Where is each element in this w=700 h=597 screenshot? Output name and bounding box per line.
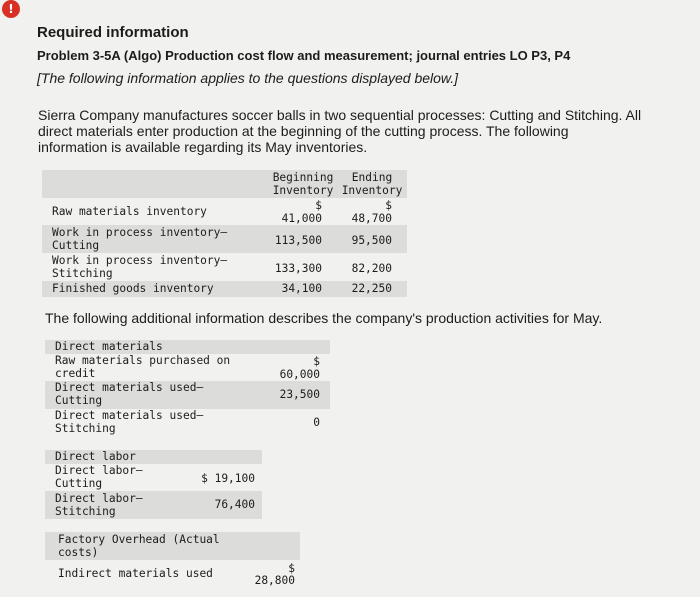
row-label: Direct labor–	[55, 492, 143, 505]
value: 76,400	[214, 498, 255, 511]
row-label-cont: credit	[55, 367, 96, 380]
ending-value: 22,250	[351, 282, 392, 295]
direct-materials-heading: Direct materials	[55, 340, 163, 353]
row-label-cont: Stitching	[52, 267, 113, 280]
intro-paragraph	[38, 107, 678, 155]
header	[37, 24, 677, 86]
direct-materials-currency: $	[313, 355, 320, 368]
row-label: Direct labor–	[55, 464, 143, 477]
beginning-value: 133,300	[274, 262, 322, 275]
alert-icon: !	[2, 0, 20, 18]
direct-labor-heading: Direct labor	[55, 450, 136, 463]
row-label-cont: Cutting	[55, 394, 103, 407]
row-label-cont: Stitching	[55, 422, 116, 435]
ending-value: 82,200	[351, 262, 392, 275]
row-label: Indirect materials used	[58, 567, 213, 580]
value: 28,800	[254, 574, 295, 587]
row-label: Direct materials used–	[55, 409, 204, 422]
ending-value: 48,700	[351, 212, 392, 225]
intro-line-1: Sierra Company manufactures soccer balls in two sequential processes: Cutting and Stitching. All	[38, 107, 642, 123]
row-label: Work in process inventory–	[52, 226, 228, 239]
row-label-cont: Cutting	[55, 477, 103, 490]
problem-note: [The following information applies to the questions displayed below.]	[37, 70, 459, 86]
row-label: Direct materials used–	[55, 381, 204, 394]
row-label-cont: Stitching	[55, 505, 116, 518]
ending-header-line2: Inventory	[341, 184, 403, 197]
value: 60,000	[279, 368, 320, 381]
value: 23,500	[279, 388, 320, 401]
row-label: Raw materials purchased on	[55, 354, 231, 367]
beginning-header-line1: Beginning	[272, 171, 334, 184]
value: $ 19,100	[201, 472, 255, 485]
beginning-header-line2: Inventory	[272, 184, 334, 197]
row-label-cont: Cutting	[52, 239, 100, 252]
row-label: Work in process inventory–	[52, 254, 228, 267]
overhead-heading-line1: Factory Overhead (Actual	[58, 533, 220, 546]
ending-header-line1: Ending	[351, 171, 393, 184]
intro-line-3: information is available regarding its May inventories.	[38, 139, 368, 155]
ending-currency: $	[385, 199, 392, 212]
problem-title: Problem 3-5A (Algo) Production cost flow and measurement; journal entries LO P3, P4	[37, 48, 571, 63]
additional-info-text: The following additional information describes the company's production activities for May.	[45, 310, 603, 326]
overhead-heading-line2: costs)	[58, 546, 99, 559]
beginning-value: 113,500	[274, 234, 322, 247]
row-label: Finished goods inventory	[52, 282, 214, 295]
ending-value: 95,500	[351, 234, 392, 247]
value: 0	[313, 416, 320, 429]
beginning-currency: $	[315, 199, 322, 212]
page-title: Required information	[37, 24, 189, 41]
overhead-currency: $	[288, 562, 295, 575]
intro-line-2: direct materials enter production at the beginning of the cutting process. The following	[38, 123, 569, 139]
row-label: Raw materials inventory	[52, 205, 207, 218]
beginning-value: 41,000	[281, 212, 322, 225]
beginning-value: 34,100	[281, 282, 322, 295]
